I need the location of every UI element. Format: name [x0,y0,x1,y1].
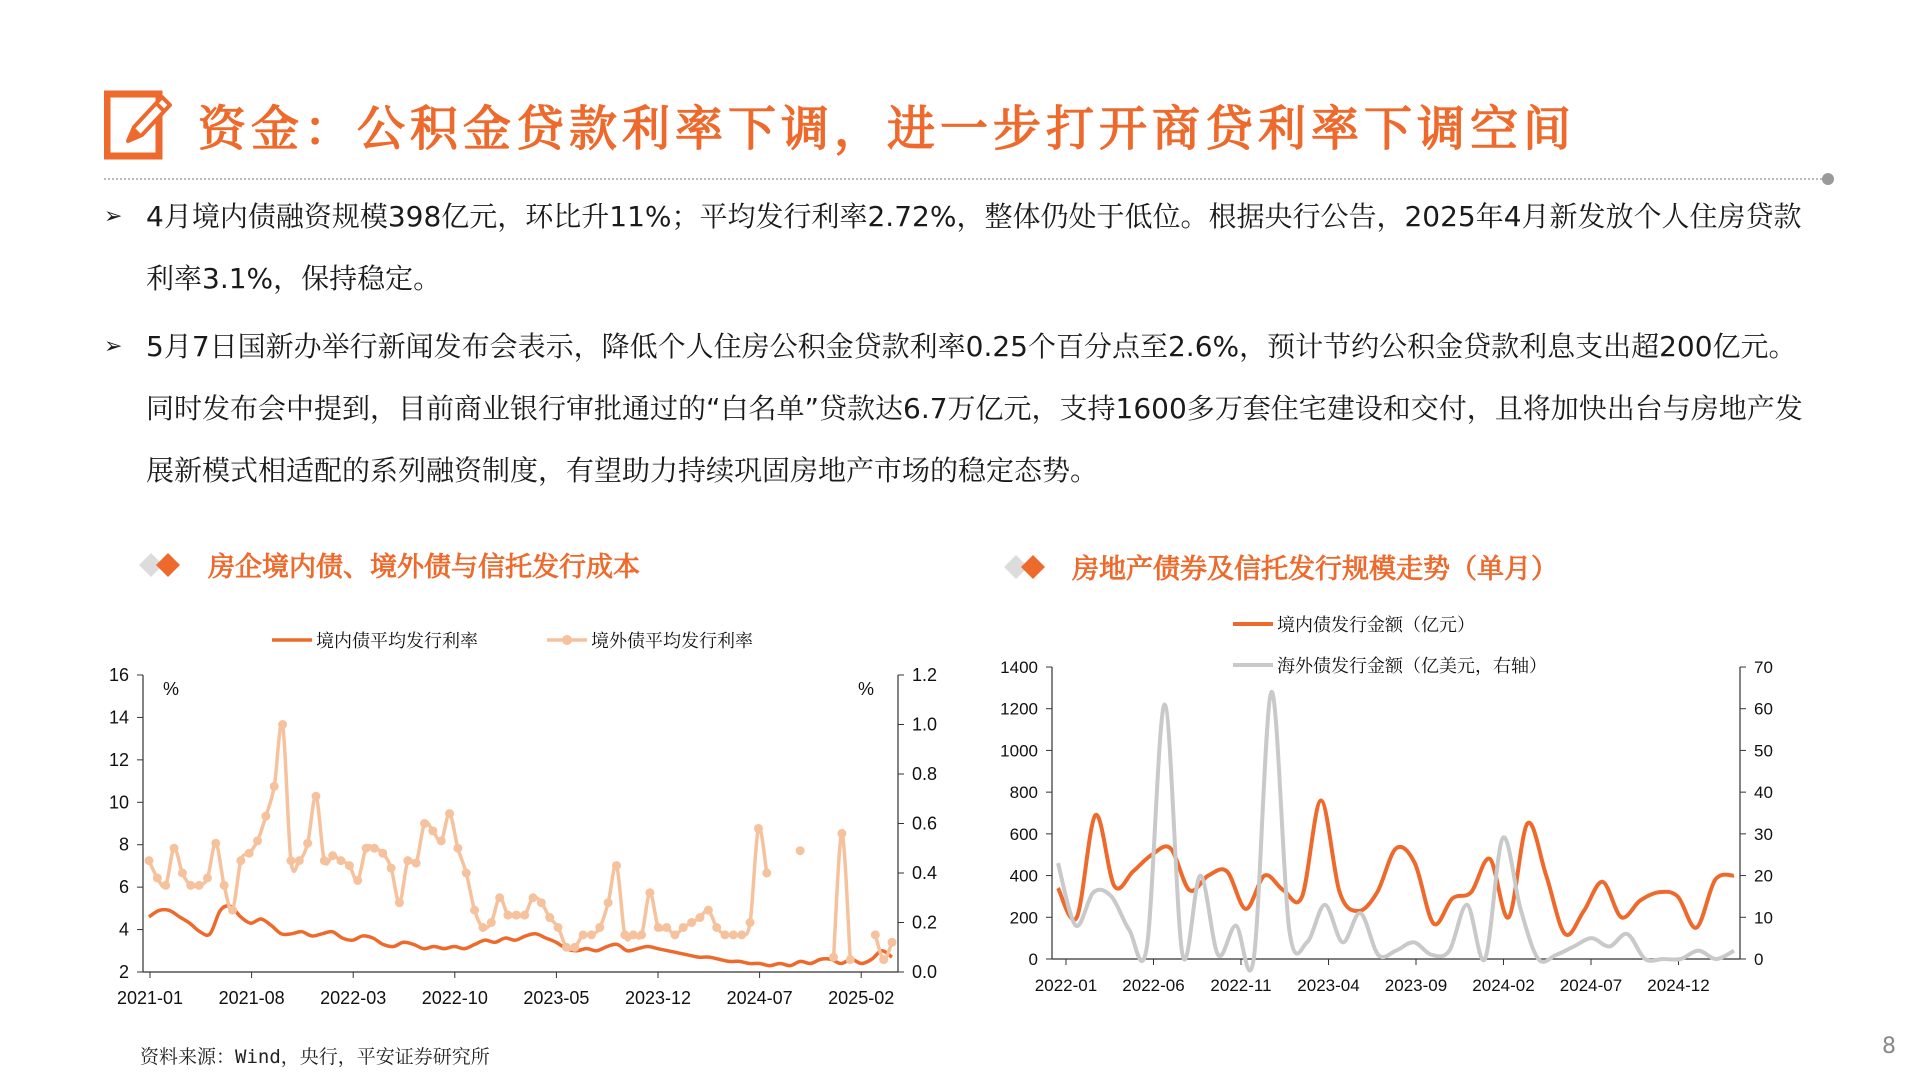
chart1-title: 房企境内债、境外债与信托发行成本 [208,552,640,583]
y-tick-label-left: 16 [108,665,129,685]
y-tick-label-right: 30 [1754,824,1773,844]
series-line-2 [1058,692,1734,971]
series-line-1 [1058,800,1734,935]
x-tick-label: 2022-10 [421,988,488,1008]
bullet-text: 5月7日国新办举行新闻发布会表示，降低个人住房公积金贷款利率0.25个百分点至2.6%，预计节约公积金贷款利息支出超200亿元。同时发布会中提到，目前商业银行审批通过的“白名单”贷款达6.7万亿元，支持1600多万套住宅建设和交付，且将加快出台与房地产发展新模式相适配的系列融资制度，有望助力持续巩固房地产市场的稳定态势。 [146,330,1803,487]
y-tick-label-right: 0.8 [912,764,938,784]
y-unit-right: % [858,679,875,699]
legend-label-2: 境外债平均发行利率 [591,631,753,651]
bullet-text: 4月境内债融资规模398亿元，环比升11%；平均发行利率2.72%，整体仍处于低位。根据央行公告，2025年4月新发放个人住房贷款利率3.1%，保持稳定。 [146,200,1802,295]
x-tick-label: 2022-01 [1034,976,1098,995]
y-tick-label-left: 600 [1009,824,1038,844]
y-tick-label-left: 1200 [1000,699,1038,719]
y-tick-label-right: 70 [1754,658,1773,677]
x-tick-label: 2025-02 [828,988,895,1008]
x-tick-label: 2021-01 [116,988,184,1008]
y-tick-label-right: 40 [1754,783,1773,803]
y-tick-label-left: 400 [1009,866,1038,886]
legend-label-2: 海外债发行金额（亿美元，右轴） [1277,656,1547,676]
y-tick-label-right: 0.0 [912,962,938,982]
x-tick-label: 2021-08 [218,988,285,1008]
y-tick-label-left: 8 [118,834,129,855]
bullet-arrow-icon: ➢ [104,334,123,359]
x-tick-label: 2024-07 [726,988,793,1008]
y-tick-label-right: 0.2 [912,912,938,933]
y-tick-label-right: 50 [1754,741,1773,761]
y-tick-label-left: 4 [118,919,129,940]
y-tick-label-left: 200 [1009,908,1038,928]
y-unit-left: % [163,679,180,699]
y-tick-label-left: 14 [108,707,129,728]
x-tick-label: 2023-09 [1384,976,1448,995]
y-tick-label-left: 1000 [1000,741,1038,761]
y-tick-label-left: 1400 [1000,658,1038,677]
x-tick-label: 2022-06 [1122,976,1185,995]
bullet-arrow-icon: ➢ [104,204,123,229]
x-tick-label: 2024-02 [1472,976,1535,995]
x-tick-label: 2022-11 [1210,976,1272,995]
y-tick-label-left: 12 [108,749,129,770]
y-tick-label-right: 1.0 [912,714,938,735]
x-tick-label: 2023-12 [624,988,692,1008]
x-tick-label: 2024-12 [1647,976,1710,995]
chart2-title: 房地产债券及信托发行规模走势（单月） [1072,554,1558,585]
y-tick-label-right: 1.2 [912,665,938,685]
source-note: 资料来源：Wind，央行，平安证券研究所 [140,1046,490,1068]
y-tick-label-left: 2 [118,962,129,982]
legend-label-1: 境内债平均发行利率 [316,631,478,651]
y-tick-label-right: 20 [1754,866,1773,886]
y-tick-label-right: 60 [1754,699,1773,719]
x-tick-label: 2023-05 [523,988,590,1008]
page-number: 8 [1882,1034,1896,1059]
x-tick-label: 2022-03 [320,988,387,1008]
y-tick-label-left: 0 [1028,950,1038,969]
legend-label-1: 境内债发行金额（亿元） [1277,615,1475,635]
y-tick-label-right: 0.4 [912,863,938,883]
y-tick-label-right: 0 [1754,950,1764,969]
y-tick-label-right: 10 [1754,908,1773,928]
y-tick-label-left: 6 [118,877,129,898]
y-tick-label-left: 10 [108,792,129,813]
y-tick-label-left: 800 [1009,783,1038,803]
page-title: 资金：公积金贷款利率下调，进一步打开商贷利率下调空间 [198,101,1577,157]
x-tick-label: 2023-04 [1297,976,1360,995]
x-tick-label: 2024-07 [1559,976,1623,995]
y-tick-label-right: 0.6 [912,813,938,834]
